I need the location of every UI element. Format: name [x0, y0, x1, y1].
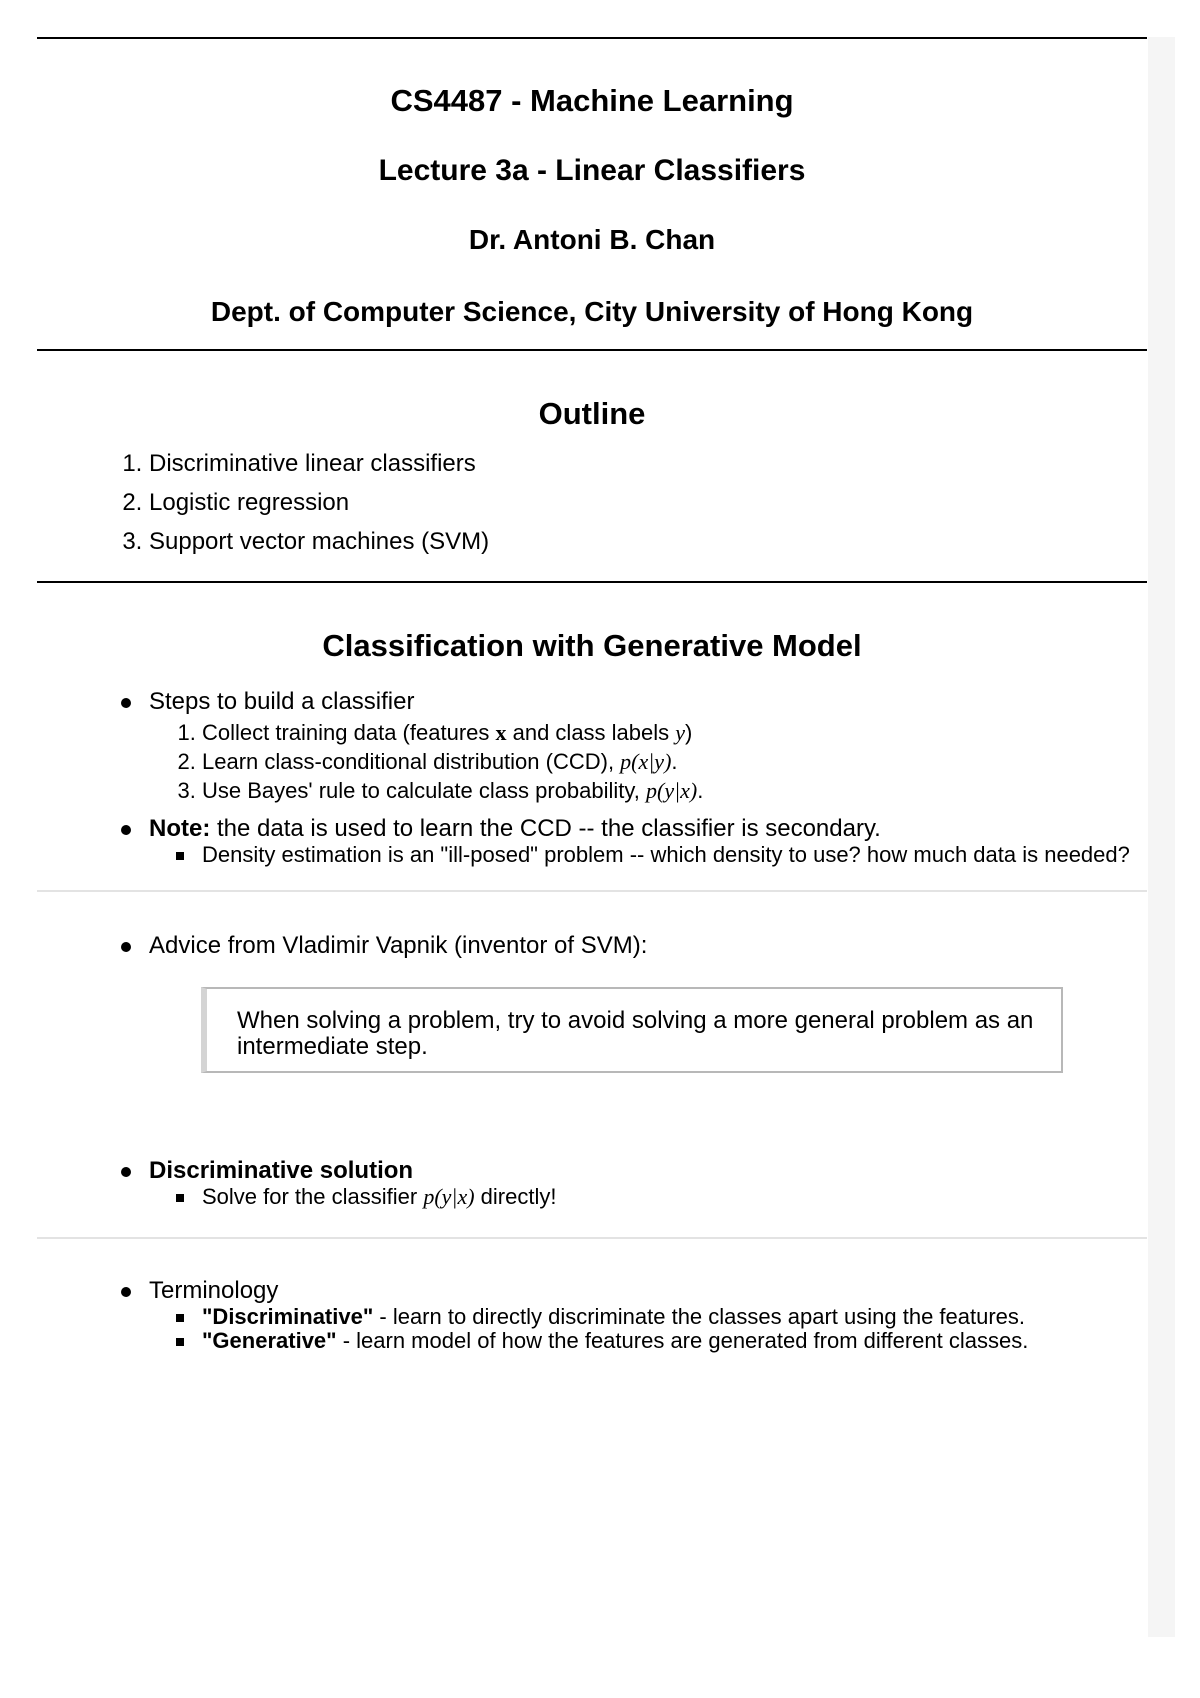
step-text: Learn class-conditional distribution (CCD),	[202, 749, 621, 774]
steps-list	[149, 718, 1147, 805]
square-bullet-icon	[176, 1194, 184, 1202]
math-y: y	[675, 720, 686, 745]
term-label: "Discriminative"	[202, 1304, 374, 1329]
outline-list	[37, 444, 1147, 561]
math-formula: p(y|x)	[646, 778, 698, 803]
step-item	[202, 747, 1147, 776]
terminology-bullets	[37, 1277, 1147, 1353]
note-sublist	[149, 843, 1147, 867]
bullet-icon	[121, 825, 131, 835]
disc-sub-text: Solve for the classifier	[202, 1184, 424, 1209]
step-item	[202, 718, 1147, 747]
disc-bullets	[37, 1157, 1147, 1209]
terminology-sublist	[149, 1305, 1147, 1353]
quote-box: When solving a problem, try to avoid solving a more general problem as an intermediate step.	[201, 987, 1063, 1073]
step-text: and class labels	[506, 720, 676, 745]
square-bullet-icon	[176, 1338, 184, 1346]
sub-item	[149, 843, 1147, 867]
sub-item	[149, 1305, 1147, 1329]
list-item	[37, 815, 1147, 867]
step-text: .	[697, 778, 704, 803]
math-x: x	[495, 720, 507, 745]
terminology-title: Terminology	[149, 1277, 279, 1304]
step-item	[202, 776, 1147, 805]
scrollbar-track[interactable]	[1148, 37, 1175, 1637]
outline-item: 2. Logistic regression	[149, 483, 1147, 522]
note-sub-text: Density estimation is an "ill-posed" problem -- which density to use? how much data is needed?	[202, 842, 1130, 867]
disc-sub-text: directly!	[474, 1184, 557, 1209]
step-text: Collect training data (features	[202, 720, 496, 745]
step-text: )	[685, 720, 693, 745]
advice-text: Advice from Vladimir Vapnik (inventor of SVM):	[149, 932, 648, 959]
outline-item: 1. Discriminative linear classifiers	[149, 444, 1147, 483]
note-label: Note:	[149, 815, 211, 842]
author-name: Dr. Antoni B. Chan	[468, 224, 716, 255]
advice-bullets	[37, 932, 1147, 960]
bullet-icon	[121, 698, 131, 708]
step-text: Use Bayes' rule to calculate class probability,	[202, 778, 646, 803]
math-formula: p(y|x)	[423, 1184, 475, 1209]
steps-intro: Steps to build a classifier	[149, 688, 415, 715]
sub-item	[149, 1185, 1147, 1209]
square-bullet-icon	[176, 1314, 184, 1322]
lecture-title: Lecture 3a - Linear Classifiers	[378, 154, 806, 187]
department: Dept. of Computer Science, City University of Hong Kong	[210, 296, 974, 327]
note-text: the data is used to learn the CCD -- the classifier is secondary.	[210, 815, 881, 842]
generative-title: Classification with Generative Model	[322, 628, 862, 663]
list-item	[37, 1277, 1147, 1353]
top-rule	[37, 37, 1147, 39]
term-label: "Generative"	[202, 1328, 337, 1353]
title-block	[37, 83, 1147, 329]
square-bullet-icon	[176, 852, 184, 860]
bullet-icon	[121, 942, 131, 952]
list-item	[37, 1157, 1147, 1209]
list-item	[37, 688, 1147, 805]
list-item	[37, 932, 1147, 960]
term-text: - learn to directly discriminate the classes apart using the features.	[373, 1304, 1026, 1329]
course-title: CS4487 - Machine Learning	[390, 83, 794, 118]
bullet-icon	[121, 1167, 131, 1177]
outline-title: Outline	[538, 396, 646, 431]
math-formula: p(x|y)	[620, 749, 672, 774]
disc-title: Discriminative solution	[149, 1157, 414, 1184]
term-text: - learn model of how the features are generated from different classes.	[336, 1328, 1029, 1353]
bullet-icon	[121, 1287, 131, 1297]
generative-bullets	[37, 688, 1147, 867]
outline-item: 3. Support vector machines (SVM)	[149, 522, 1147, 561]
sub-item	[149, 1329, 1147, 1353]
step-text: .	[671, 749, 678, 774]
lecture-page	[37, 37, 1147, 1353]
disc-sublist	[149, 1185, 1147, 1209]
